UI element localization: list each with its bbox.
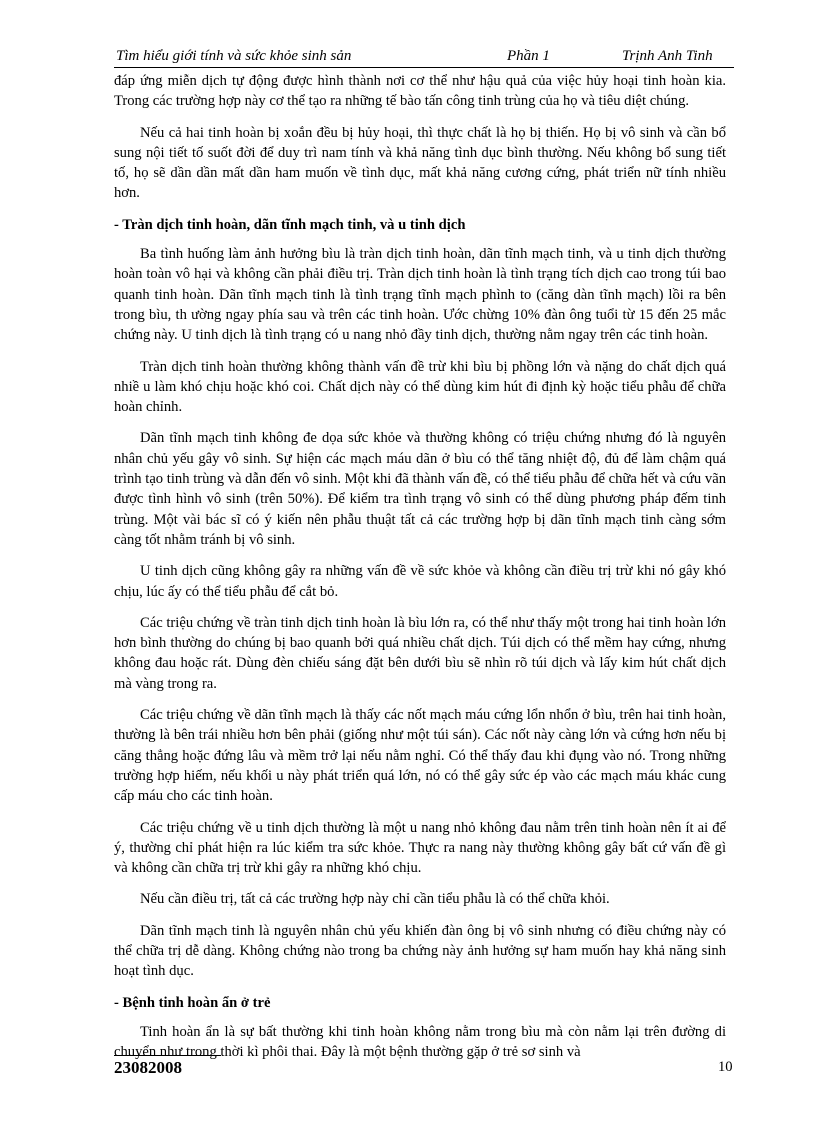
footer-date: 23082008: [114, 1058, 182, 1077]
paragraph: Dãn tĩnh mạch tinh không đe dọa sức khỏe và thường không có triệu chứng nhưng đó là nguyên nhân chủ yếu gây vô sinh. Sự hiện các mạch máu dãn ở bìu có thể tăng nhiệt độ, đủ để làm chậm quá trình tạo tinh trùng và dẫn đến vô sinh. Một khi đã thành vấn đề, có thể tiểu phẫu để chữa hết và cứu vãn được tình hình vô sinh (trên 50%). Để kiểm tra tình trạng vô sinh có thể dùng phương pháp đếm tinh trùng. Một vài bác sĩ có ý kiến nên phẫu thuật tất cả các trường hợp bị dãn tĩnh mạch tinh càng sớm càng tốt nhằm tránh bị vô sinh.: [114, 430, 726, 548]
page-number: 10: [718, 1059, 733, 1075]
paragraph: Ba tình huống làm ảnh hưởng bìu là tràn dịch tinh hoàn, dãn tĩnh mạch tinh, và u tinh dịch thường hoàn toàn vô hại và không cần phải điều trị. Tràn dịch tinh hoàn là tình trạng tích dịch cao trong túi bao quanh tinh hoàn. Dãn tĩnh mạch tinh là tình trạng tĩnh mạch phình to (căng dàn tĩnh mạch) lồi ra bên trong bìu, th ường ngay phía sau và trên các tinh hoàn. Ước chừng 10% đàn ông tuổi từ 15 đến 25 mắc chứng này. U tinh dịch là tình trạng có u nang nhỏ đầy tinh dịch, thường nằm ngay trên các tinh hoàn.: [114, 246, 726, 344]
footer-rule: [114, 1055, 221, 1056]
section-heading: - Bệnh tinh hoàn ẩn ở trẻ: [114, 994, 271, 1011]
paragraph: Các triệu chứng về dãn tĩnh mạch là thấy các nốt mạch máu cứng lổn nhổn ở bìu, trên hai tinh hoàn, thường là bên trái nhiều hơn bên phải (giống như một túi sán). Các nốt này càng lớn và cứng hơn nếu bị căng thẳng hoặc đứng lâu và mềm trở lại nếu nằm nghỉ. Có thể thấy đau khi đụng vào nó. Trong những trường hợp hiếm, nếu khối u này phát triển quá lớn, nó có thể gây sức ép vào các mạch máu khác cung cấp máu cho các tinh hoàn.: [114, 707, 726, 805]
page-content: [114, 71, 726, 1073]
header-author: Trịnh Anh Tinh: [622, 48, 713, 64]
page-header: [114, 47, 734, 68]
header-part: Phần 1: [507, 48, 550, 64]
paragraph: Các triệu chứng về u tinh dịch thường là một u nang nhỏ không đau nằm trên tinh hoàn nên ít ai để ý, thường chỉ phát hiện ra lúc kiểm tra sức khỏe. Thực ra nang này thường không gây bất cứ vấn đề gì và không cần chữa trị trừ khi gây ra những khó chịu.: [114, 819, 726, 877]
paragraph: Dãn tĩnh mạch tinh là nguyên nhân chủ yếu khiến đàn ông bị vô sinh nhưng có điều chứng này có thể chữa trị dễ dàng. Không chứng nào trong ba chứng này ảnh hưởng sự ham muốn hay khả năng sinh hoạt tình dục.: [114, 922, 726, 980]
paragraph: U tinh dịch cũng không gây ra những vấn đề về sức khỏe và không cần điều trị trừ khi nó gây khó chịu, lúc ấy có thể tiểu phẫu để cắt bỏ.: [114, 563, 726, 600]
paragraph: Các triệu chứng về tràn tinh dịch tinh hoàn là bìu lớn ra, có thể như thấy một trong hai tinh hoàn lớn hơn bình thường do chúng bị bao quanh bởi quá nhiều chất dịch. Túi dịch có thể mềm hay cứng, nhưng không đau hoặc rát. Dùng đèn chiếu sáng đặt bên dưới bìu sẽ nhìn rõ túi dịch và lấy kim hút chất dịch mà vàng trong ra.: [114, 614, 726, 692]
section-heading: - Tràn dịch tinh hoàn, dãn tĩnh mạch tinh, và u tinh dịch: [114, 216, 466, 233]
header-title: Tìm hiểu giới tính và sức khỏe sinh sản: [116, 48, 352, 64]
paragraph: Nếu cần điều trị, tất cả các trường hợp này chỉ cần tiểu phẫu là có thể chữa khỏi.: [140, 891, 610, 908]
paragraph: Tinh hoàn ẩn là sự bất thường khi tinh hoàn không nằm trong bìu mà còn nằm lại trên đường di chuyển như trong thời kì phôi thai. Đây là một bệnh thường gặp ở trẻ sơ sinh và: [114, 1023, 726, 1061]
paragraph: Nếu cả hai tinh hoàn bị xoắn đều bị hủy hoại, thì thực chất là họ bị thiến. Họ bị vô sinh và cần bổ sung nội tiết tố suốt đời để duy trì nam tính và khả năng tình dục bình thường. Nếu không bổ sung tiết tố, họ sẽ dần dần mất dần ham muốn về tình dục, mất khả năng cương cứng, phát triển nữ tính nhiều hơn.: [114, 124, 726, 202]
paragraph: Tràn dịch tinh hoàn thường không thành vấn đề trừ khi bìu bị phồng lớn và nặng do chất dịch quá nhiề u làm khó chịu hoặc khó coi. Chất dịch này có thể dùng kim hút đi định kỳ hoặc tiểu phẫu để chữa hoàn chỉnh.: [114, 358, 726, 416]
paragraph: đáp ứng miễn dịch tự động được hình thành nơi cơ thể như hậu quả của việc hủy hoại tinh hoàn kia. Trong các trường hợp này cơ thể tạo ra những tế bào tấn công tinh trùng của họ và tiêu diệt chúng.: [114, 73, 726, 110]
